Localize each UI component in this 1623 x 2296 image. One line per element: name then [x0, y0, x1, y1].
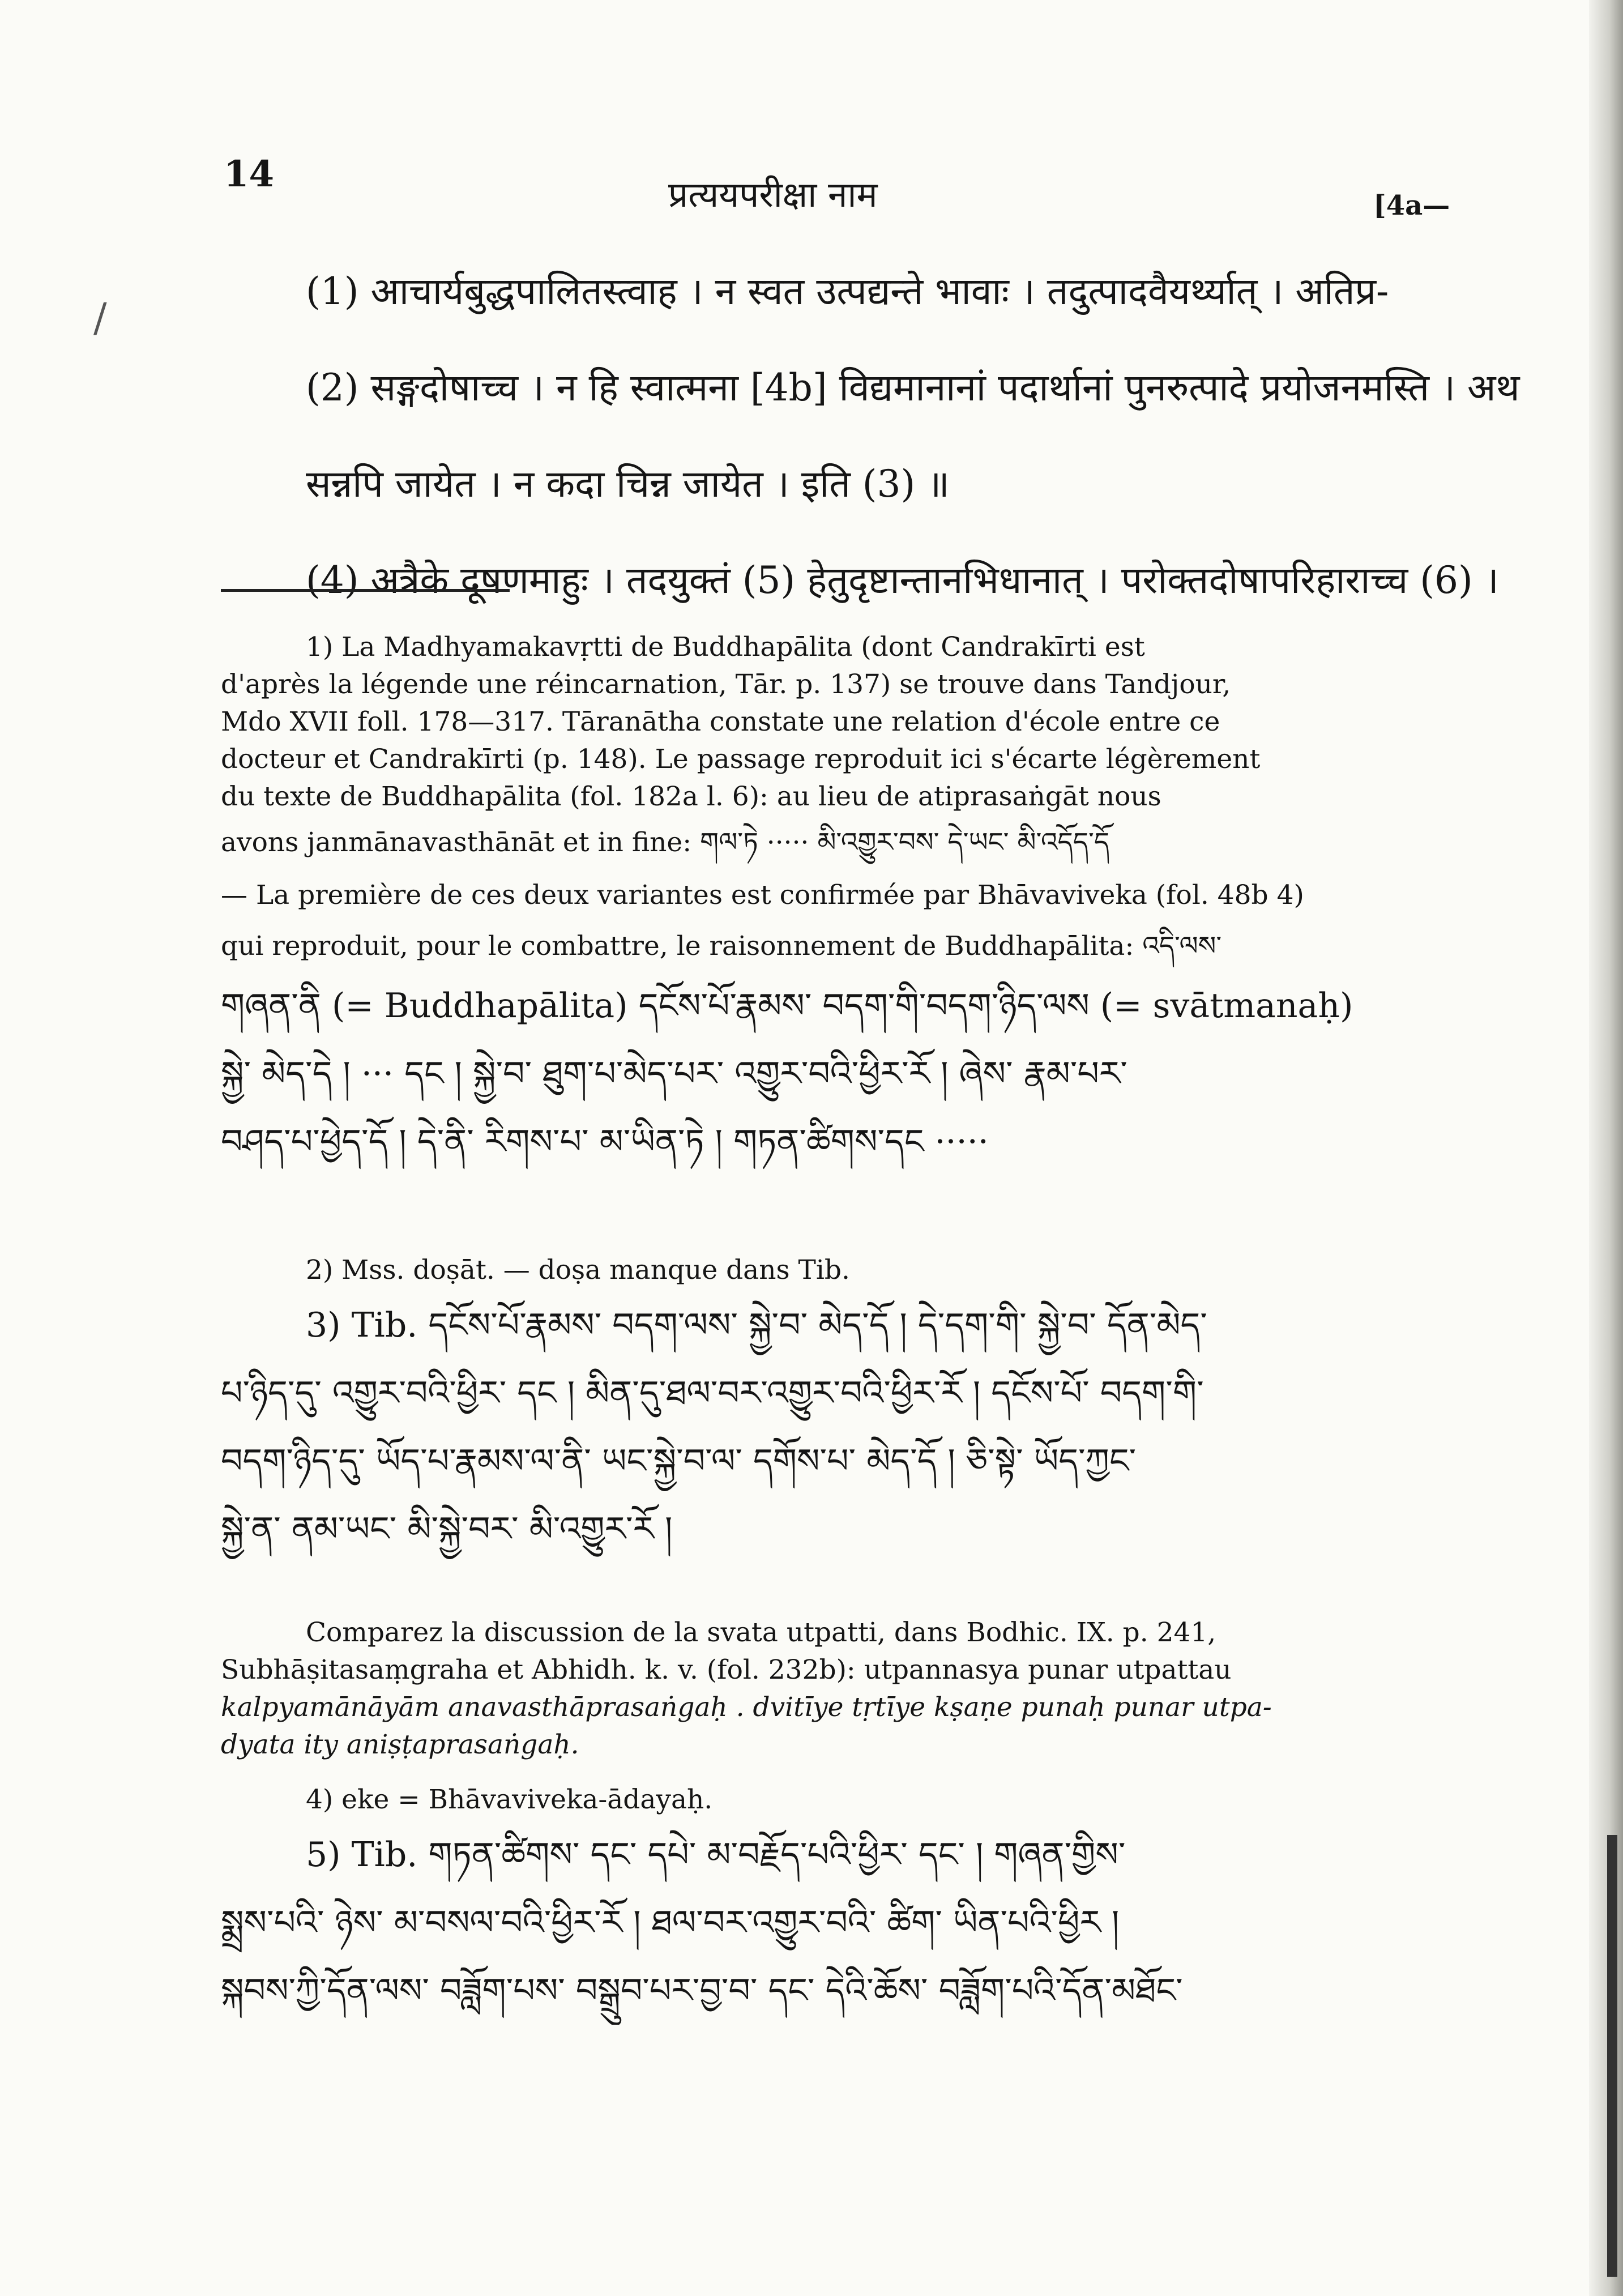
footnote-tibetan-line: 3) Tib. དངོས་པོ་རྣམས་ བདག་ལས་ སྐྱེ་བ་ མེད་དོ ། དེ་དག་གི་ སྐྱེ་བ་ དོན་མེད་	[306, 1305, 1207, 1345]
footnote-line: dyata ity aniṣṭaprasaṅgaḥ.	[221, 1729, 579, 1760]
footnote-line: Subhāṣitasaṃgraha et Abhidh. k. v. (fol. 232b): utpannasya punar utpattau	[221, 1654, 1232, 1685]
main-text-line: (1) आचार्यबुद्धपालितस्त्वाह । न स्वत उत्पद्यन्ते भावाः । तदुत्पादवैयर्थ्यात् । अतिप्र-	[306, 270, 1389, 313]
footnote-tibetan-line: སྨྲས་པའི་ ཉེས་ མ་བསལ་བའི་ཕྱིར་རོ ། ཐལ་བར་འགྱུར་བའི་ ཚིག་ ཡིན་པའི་ཕྱིར །	[221, 1903, 1120, 1943]
footnote-tibetan-line: གཞན་ནི (= Buddhapālita) དངོས་པོ་རྣམས་ བདག་གི་བདག་ཉིད་ལས (= svātmanaḥ)	[221, 986, 1353, 1026]
footnote-line: 4) eke = Bhāvaviveka-ādayaḥ.	[306, 1784, 713, 1815]
main-text-line: सन्नपि जायेत । न कदा चिन्न जायेत । इति (3) ॥	[306, 462, 950, 506]
footnote-line: 2) Mss. doṣāt. — doṣa manque dans Tib.	[306, 1254, 850, 1286]
footnote-tibetan-line: བདག་ཉིད་དུ་ ཡོད་པ་རྣམས་ལ་ནི་ ཡང་སྐྱེ་བ་ལ་ དགོས་པ་ མེད་དོ ། ཅི་སྟེ་ ཡོད་ཀྱང་	[221, 1441, 1137, 1481]
footnote-5	[221, 1821, 1410, 2025]
footnote-line: Mdo XVII foll. 178—317. Tāranātha constate une relation d'école entre ce	[221, 706, 1220, 737]
footnote-tibetan-line: སྐྱེ་ མེད་དེ ། ··· དང ། སྐྱེ་བ་ ཐུག་པ་མེད་པར་ འགྱུར་བའི་ཕྱིར་རོ ། ཞེས་ རྣམ་པར་	[221, 1054, 1127, 1094]
footnote-tibetan-line: 5) Tib. གཏན་ཚིགས་ དང་ དཔེ་ མ་བརྗོད་པའི་ཕྱིར་ དང་ ། གཞན་གྱིས་	[306, 1835, 1126, 1875]
comparison-paragraph	[221, 1614, 1410, 1764]
footnote-line: — La première de ces deux variantes est confirmée par Bhāvaviveka (fol. 48b 4)	[221, 880, 1304, 911]
page-edge-binding	[1607, 1835, 1617, 2277]
footnote-line: kalpyamānāyām anavasthāprasaṅgaḥ . dvitīye tṛtīye kṣaṇe punaḥ punar utpa-	[221, 1692, 1272, 1723]
footnote-tibetan-line: སྐྱེ་ན་ ནམ་ཡང་ མི་སྐྱེ་བར་ མི་འགྱུར་རོ །	[221, 1509, 673, 1549]
footnote-line: qui reproduit, pour le combattre, le raisonnement de Buddhapālita: འདི་ལས་	[221, 931, 1222, 962]
footnote-1	[221, 629, 1410, 1176]
margin-mark: /	[93, 295, 107, 341]
footnote-tibetan-line: སྐབས་ཀྱི་དོན་ལས་ བཟློག་པས་ བསྒྲུབ་པར་བྱ་བ་ དང་ དེའི་ཆོས་ བཟློག་པའི་དོན་མཐོང་	[221, 1971, 1183, 2011]
footnote-line: du texte de Buddhapālita (fol. 182a l. 6): au lieu de atiprasaṅgāt nous	[221, 781, 1161, 812]
main-text-line: (4) अत्रैके दूषणमाहुः । तदयुक्तं (5) हेतुदृष्टान्तानभिधानात् । परोक्तदोषापरिहाराच्च (6) ।	[306, 558, 1499, 602]
footnote-tibetan-line: བཤད་པ་ཕྱེད་དོ ། དེ་ནི་ རིགས་པ་ མ་ཡིན་ཏེ ། གཏན་ཚིགས་དང ·····	[221, 1122, 989, 1162]
footnote-line: d'après la légende une réincarnation, Tār. p. 137) se trouve dans Tandjour,	[221, 669, 1231, 700]
main-text-line: (2) सङ्गदोषाच्च । न हि स्वात्मना [4b] विद्यमानानां पदार्थानां पुनरुत्पादे प्रयोजनमस्ति । अथ	[306, 366, 1520, 409]
footnote-line: avons janmānavasthānāt et in fine: གལ་ཏེ ····· མི་འགྱུར་བས་ དེ་ཡང་ མི་འདོད་དོ	[221, 827, 1110, 858]
page-number: 14	[224, 153, 275, 195]
running-title: प्रत्ययपरीक्षा नाम	[668, 174, 878, 215]
footnote-2	[221, 1252, 1410, 1289]
footnote-line: Comparez la discussion de la svata utpatti, dans Bodhic. IX. p. 241,	[306, 1617, 1216, 1648]
footnote-4	[221, 1781, 1410, 1819]
footnote-separator	[221, 589, 510, 592]
footnote-line: docteur et Candrakīrti (p. 148). Le passage reproduit ici s'écarte légèrement	[221, 744, 1261, 775]
folio-reference: [4a—	[1373, 190, 1450, 221]
footnote-3	[221, 1291, 1410, 1563]
page-edge-shadow	[1589, 0, 1623, 2296]
footnote-line: 1) La Madhyamakavṛtti de Buddhapālita (dont Candrakīrti est	[306, 631, 1145, 663]
footnote-tibetan-line: པ་ཉིད་དུ་ འགྱུར་བའི་ཕྱིར་ དང ། མིན་དུ་ཐལ་བར་འགྱུར་བའི་ཕྱིར་རོ ། དངོས་པོ་ བདག་གི་	[221, 1373, 1204, 1413]
main-text-block	[306, 244, 1520, 629]
